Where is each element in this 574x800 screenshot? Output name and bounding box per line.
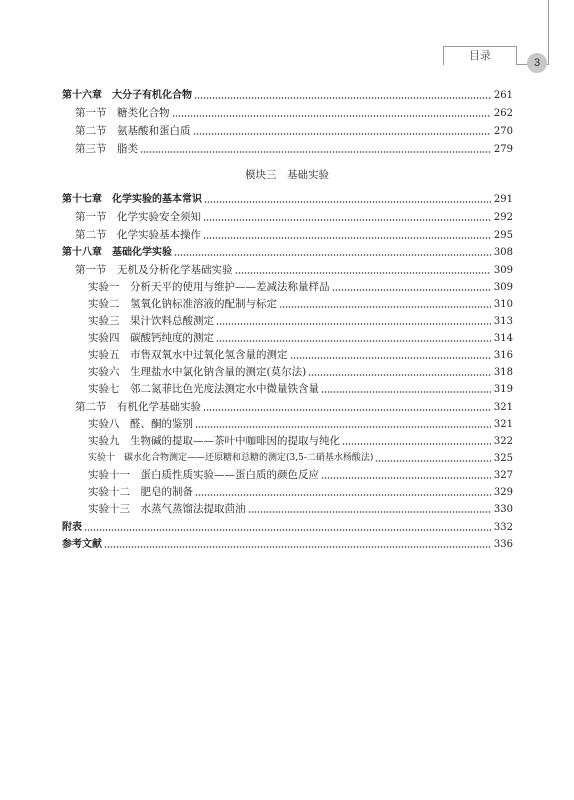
toc-page: 279: [493, 144, 513, 155]
toc-label: 实验十一 蛋白质性质实验——蛋白质的颜色反应: [88, 469, 319, 481]
toc-page: 270: [493, 126, 513, 137]
toc-label: 实验十二 肥皂的制备: [88, 486, 193, 498]
toc-label: 第十七章 化学实验的基本常识: [62, 194, 202, 205]
toc-label: 实验十三 水蒸气蒸馏法提取茴油: [88, 503, 246, 515]
toc-experiment[interactable]: [88, 365, 513, 380]
toc-page: 308: [493, 247, 513, 258]
dot-leader: [195, 426, 491, 428]
toc-experiment[interactable]: [88, 434, 513, 449]
dot-leader: [140, 151, 491, 153]
toc-page: 327: [493, 470, 513, 481]
toc-page: 322: [493, 436, 513, 447]
toc-page: 332: [493, 522, 513, 533]
dot-leader: [174, 254, 491, 256]
toc-experiment[interactable]: [88, 348, 513, 363]
toc-page: 314: [493, 333, 513, 344]
toc-page: 291: [493, 194, 513, 205]
toc-experiment[interactable]: [88, 417, 513, 432]
toc-page: 321: [493, 402, 513, 413]
toc-experiment[interactable]: [88, 382, 513, 397]
toc-experiment[interactable]: [88, 331, 513, 346]
toc-page: 330: [493, 504, 513, 515]
page-number-badge: 3: [527, 53, 547, 73]
dot-leader: [193, 133, 491, 135]
toc-section[interactable]: [75, 263, 513, 278]
dot-leader: [248, 511, 491, 513]
toc-page: 261: [493, 90, 513, 101]
toc-label: 第十八章 基础化学实验: [62, 247, 172, 258]
toc-section[interactable]: [75, 228, 513, 243]
toc-page: 310: [493, 299, 513, 310]
toc-page: 318: [493, 367, 513, 378]
toc-label: 第二节 有机化学基础实验: [75, 401, 201, 413]
toc-label: 实验八 醛、酮的鉴别: [88, 418, 193, 430]
dot-leader: [203, 409, 491, 411]
dot-leader: [204, 201, 491, 203]
toc-label: 实验三 果汁饮料总酸测定: [88, 315, 214, 327]
toc-page: 309: [493, 282, 513, 293]
toc-page: 325: [493, 453, 513, 464]
module-title: 模块三 基础实验: [245, 169, 329, 181]
toc-label: 实验七 邻二氮菲比色光度法测定水中微量铁含量: [88, 383, 319, 395]
dot-leader: [375, 460, 491, 462]
dot-leader: [216, 323, 491, 325]
toc-label: 实验二 氢氧化钠标准溶液的配制与标定: [88, 298, 277, 310]
toc-label: 第一节 糖类化合物: [75, 107, 170, 119]
dot-leader: [321, 477, 491, 479]
dot-leader: [84, 529, 491, 531]
toc-page: 262: [493, 108, 513, 119]
dot-leader: [104, 546, 491, 548]
toc-references[interactable]: [62, 537, 513, 552]
toc-page: 319: [493, 384, 513, 395]
toc-section[interactable]: [75, 142, 513, 157]
toc-label: 实验六 生理盐水中氯化钠含量的测定(莫尔法): [88, 366, 307, 378]
toc-label: 第二节 氨基酸和蛋白质: [75, 125, 191, 137]
toc-chapter-18[interactable]: [62, 245, 513, 260]
dot-leader: [195, 494, 491, 496]
toc-experiment[interactable]: [88, 485, 513, 500]
toc-section[interactable]: [75, 106, 513, 121]
toc-experiment[interactable]: [88, 502, 513, 517]
toc-page: 329: [493, 487, 513, 498]
toc-chapter-17[interactable]: [62, 192, 513, 207]
toc-section[interactable]: [75, 124, 513, 139]
toc-page: 309: [493, 265, 513, 276]
toc-page: 316: [493, 350, 513, 361]
toc-label: 实验一 分析天平的使用与维护——差减法称量样品: [88, 281, 330, 293]
toc-label: 参考文献: [62, 539, 102, 550]
contents-tab: 目录: [443, 46, 517, 65]
toc-experiment[interactable]: [88, 280, 513, 295]
toc-page: 295: [493, 230, 513, 241]
toc-label: 第十六章 大分子有机化合物: [62, 90, 192, 101]
dot-leader: [279, 306, 491, 308]
toc-chapter-16[interactable]: [62, 88, 513, 103]
toc-section[interactable]: [75, 400, 513, 415]
dot-leader: [172, 115, 491, 117]
toc-section[interactable]: [75, 210, 513, 225]
toc-label: 第二节 化学实验基本操作: [75, 229, 201, 241]
dot-leader: [194, 97, 491, 99]
dot-leader: [203, 219, 491, 221]
dot-leader: [290, 357, 491, 359]
toc-label: 实验四 碳酸钙纯度的测定: [88, 332, 214, 344]
toc-experiment[interactable]: [88, 468, 513, 483]
toc-experiment[interactable]: [88, 297, 513, 312]
dot-leader: [216, 340, 491, 342]
toc-page: 336: [493, 539, 513, 550]
toc-page: 292: [493, 212, 513, 223]
toc-label: 附表: [62, 522, 82, 533]
toc-appendix[interactable]: [62, 520, 513, 535]
toc-label: 实验九 生物碱的提取——茶叶中咖啡因的提取与纯化: [88, 435, 340, 447]
dot-leader: [332, 289, 491, 291]
toc-page: 321: [493, 419, 513, 430]
dot-leader: [342, 443, 491, 445]
toc-label: 实验五 市售双氧水中过氧化氢含量的测定: [88, 349, 288, 361]
toc-label: 第一节 化学实验安全须知: [75, 211, 201, 223]
toc-experiment[interactable]: [88, 314, 513, 329]
toc-label: 第三节 脂类: [75, 143, 138, 155]
toc-label: 第一节 无机及分析化学基础实验: [75, 264, 233, 276]
dot-leader: [308, 374, 491, 376]
toc-label: 实验十 碳水化合物测定——还原糖和总糖的测定(3,5-二硝基水杨酸法): [88, 453, 374, 463]
dot-leader: [203, 237, 491, 239]
dot-leader: [235, 272, 491, 274]
toc-page: 313: [493, 316, 513, 327]
toc-experiment[interactable]: [88, 451, 513, 466]
dot-leader: [321, 391, 491, 393]
